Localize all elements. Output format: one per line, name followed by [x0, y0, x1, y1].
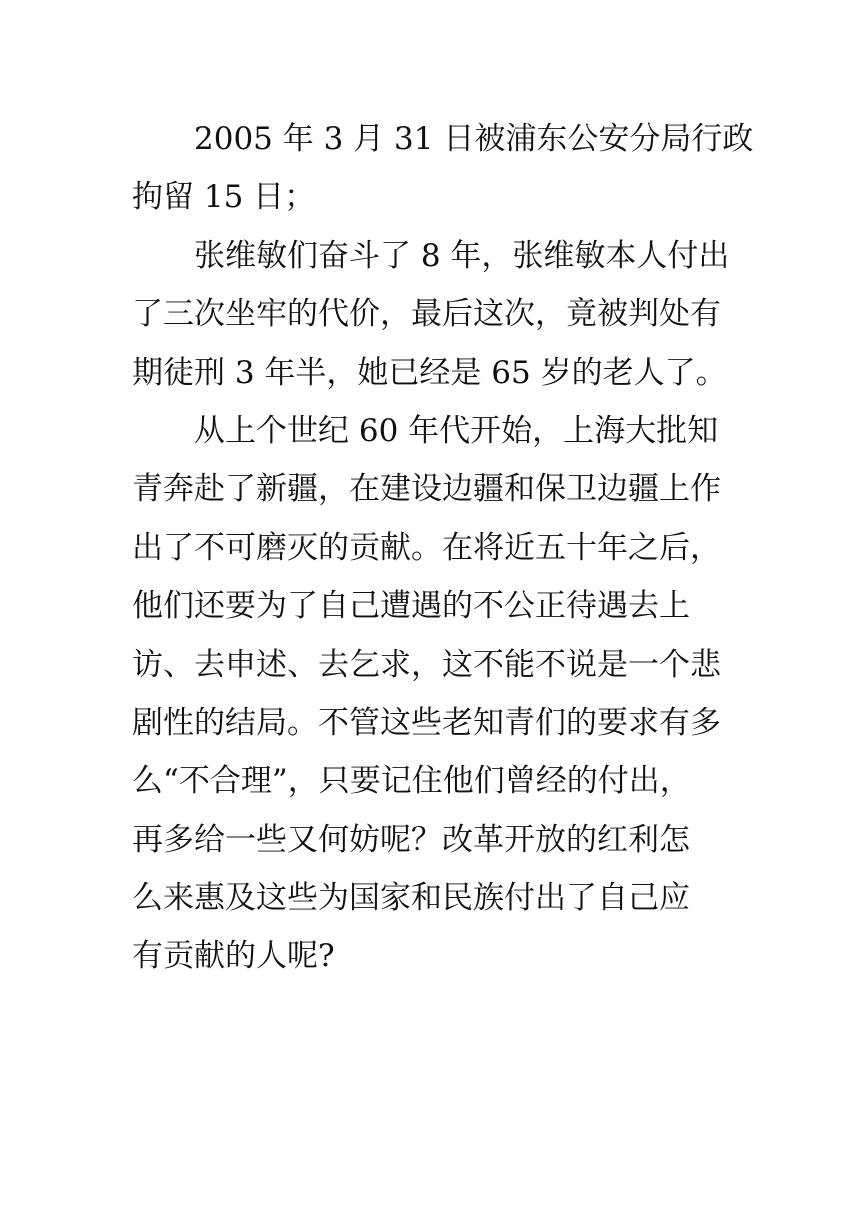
paragraph-1-line-1: 2005 年 3 月 31 日被浦东公安分局行政 [194, 121, 754, 157]
paragraph-3-line-5: 访、去申述、去乞求，这不能不说是一个悲 [132, 646, 721, 683]
paragraph-3-line-8: 再多给一些又何妨呢？改革开放的红利怎 [132, 821, 690, 858]
paragraph-3-line-9: 么来惠及这些为国家和民族付出了自己应 [132, 880, 690, 917]
paragraph-3-line-10: 有贡献的人呢? [132, 938, 335, 975]
paragraph-3-line-3: 出了不可磨灭的贡献。在将近五十年之后， [132, 529, 721, 566]
paragraph-3-line-7: 么“不合理”，只要记住他们曾经的付出， [132, 763, 691, 800]
paragraph-1-line-2: 拘留 15 日； [132, 179, 316, 216]
paragraph-2-line-1: 张维敏们奋斗了 8 年，张维敏本人付出 [194, 237, 730, 274]
paragraph-3-line-1: 从上个世纪 60 年代开始，上海大批知 [194, 412, 719, 449]
paragraph-2-line-2: 了三次坐牢的代价，最后这次，竟被判处有 [132, 296, 721, 333]
paragraph-3-line-6: 剧性的结局。不管这些老知青们的要求有多 [132, 704, 721, 741]
paragraph-2-line-3: 期徒刑 3 年半，她已经是 65 岁的老人了。 [132, 354, 727, 391]
paragraph-3-line-4: 他们还要为了自己遭遇的不公正待遇去上 [132, 588, 690, 625]
paragraph-3-line-2: 青奔赴了新疆，在建设边疆和保卫边疆上作 [132, 471, 721, 508]
document-body [132, 110, 754, 986]
